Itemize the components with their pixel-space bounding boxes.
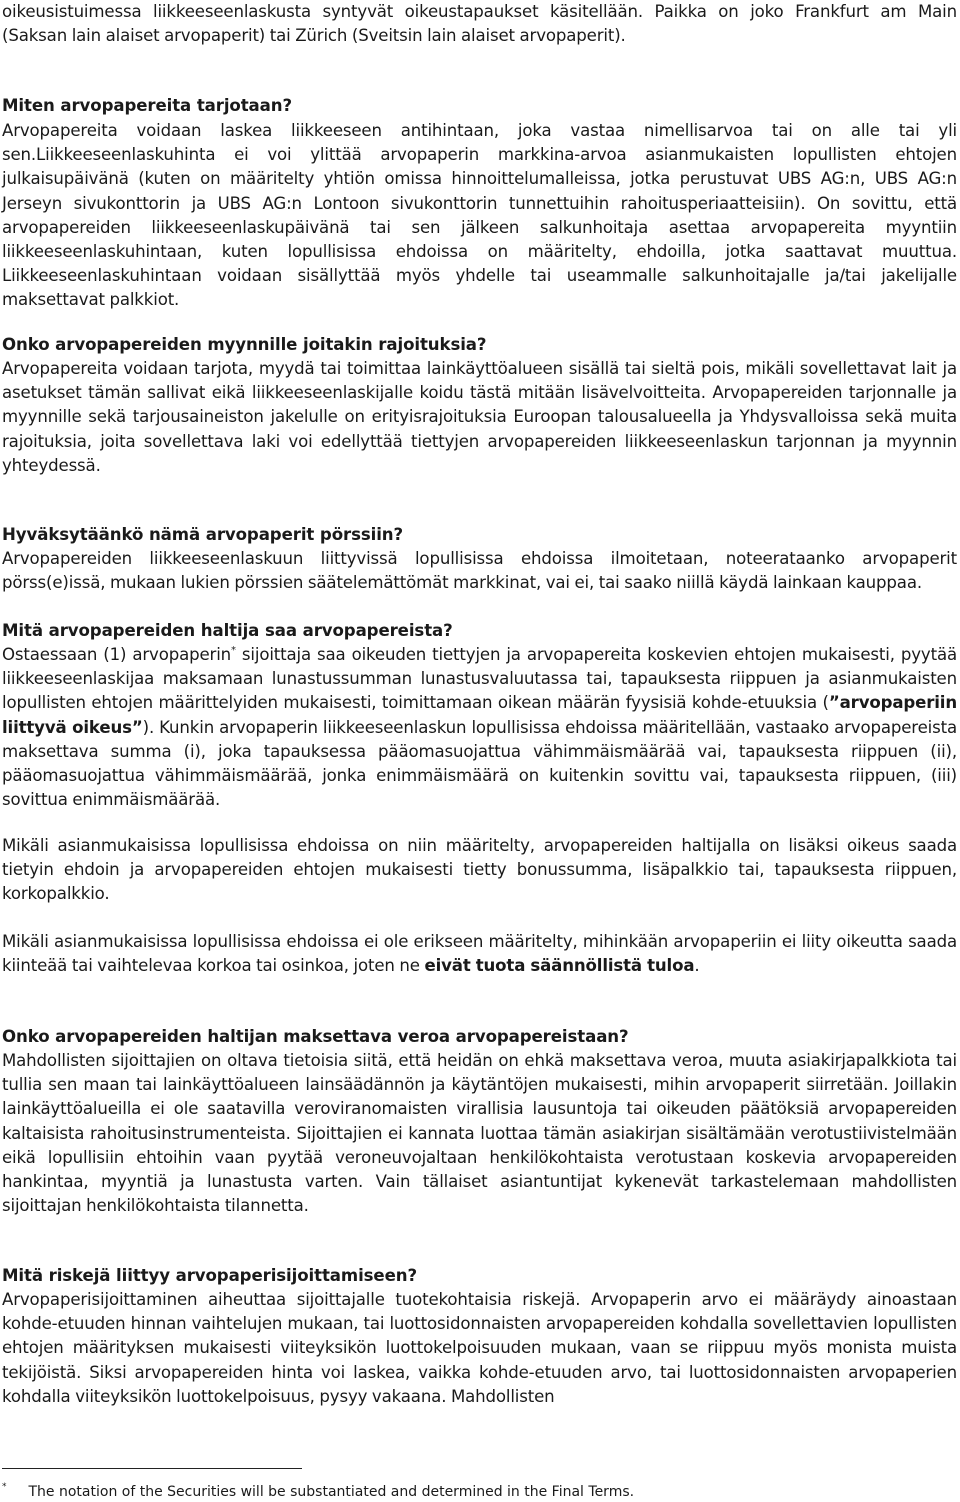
heading-sales-restrictions: Onko arvopapereiden myynnille joitakin rajoituksia? — [2, 335, 487, 354]
holder-rights-paragraph — [2, 643, 957, 812]
heading-taxation: Onko arvopapereiden haltijan maksettava veroa arvopapereistaan? — [2, 1027, 629, 1046]
heading-holder-rights: Mitä arvopapereiden haltija saa arvopapereista? — [2, 621, 453, 640]
risks-paragraph: Arvopaperisijoittaminen aiheuttaa sijoittajalle tuotekohtaisia riskejä. Arvopaperin arvo ei määräydy ainoastaan kohde-etuuden hinnan vaihtelujen mukaan, tai luottosidonnaisten arvopapereiden kohdalla sovellettavien lopullisten ehtojen määrityksen mukaisesti viiteyksikön luottokelpoisuuden mukaan, vaan se riippuu myös monista muista tekijöistä. Siksi arvopapereiden hinta voi laskea, vaikka kohde-etuuden arvo, tai luottosidonnaisten arvopaperien kohdalla viiteyksikön luottokelpoisuus, pysyy vakaana. Mahdollisten — [2, 1290, 957, 1406]
intro-paragraph: oikeusistuimessa liikkeeseenlaskusta syntyvät oikeustapaukset käsitellään. Paikka on joko Frankfurt am Main (Saksan lain alaiset arvopaperit) tai Zürich (Sveitsin lain alaiset arvopaperit). — [2, 2, 957, 46]
footnote-reference: * — [231, 645, 236, 656]
interest-text-b: . — [694, 956, 700, 976]
footnote — [2, 1483, 942, 1501]
no-regular-income-term: eivät tuota säännöllistä tuloa — [424, 956, 695, 976]
offering-paragraph: Arvopapereita voidaan laskea liikkeeseen antihintaan, joka vastaa nimellisarvoa tai on alle tai yli sen.Liikkeeseenlaskuhinta ei voi ylittää arvopaperin markkina-arvoa asianmukaisten lopullisten ehtojen julkaisupäivänä (kuten on määritelty yhtiön omissa hinnoittelumalleissa, jotka perustuvat UBS AG:n, UBS AG:n Jerseyn sivukonttorin ja UBS AG:n Lontoon sivukonttorin tunnettuihin rahoitusperiaatteisiin). On sovittu, että arvopapereiden liikkeeseenlaskupäivänä tai sen jälkeen salkunhoitaja asettaa arvopapereita myyntiin liikkeeseenlaskuhintaan, kuten lopullisissa ehdoissa on määritelty, ehdoilla, jotka saattavat muuttua. Liikkeeseenlaskuhintaan voidaan sisällyttää myös yhdelle tai useammalle salkunhoitajalle ja/tai jakelijalle maksettavat palkkiot. — [2, 121, 957, 310]
securities-right-term: ”arvopaperiin liittyvä oikeus” — [2, 693, 957, 737]
holder-rights-text-b: sijoittaja saa oikeuden tiettyjen ja arvopapereita koskevien ehtojen mukaisesti, pyytää liikkeeseenlaskijaa maksamaan lunastussumman lunastusvaluutassa tai, tapauksesta riippuen ja asianmukaisten lopullisten ehtojen määrittelyiden mukaisesti, toimittamaan oikean määrän fyysisiä kohde-etuuksia ( — [2, 645, 957, 713]
sales-restrictions-paragraph: Arvopapereita voidaan tarjota, myydä tai toimittaa lainkäyttöalueen sisällä tai sieltä pois, mikäli sovellettavat lait ja asetukset tämän sallivat eikä liikkeeseenlaskijalle koidu tästä mitään lisävelvoitteita. Arvopapereiden tarjonnalle ja myynnille sekä tarjousaineiston jakelulle on erityisrajoituksia Euroopan talousalueella ja Yhdysvalloissa sekä muita rajoituksia, joita sovellettava laki voi edellyttää tiettyjen arvopapereiden liikkeeseenlaskun tarjonnan ja myynnin yhteydessä. — [2, 359, 957, 475]
heading-offering: Miten arvopapereita tarjotaan? — [2, 96, 292, 115]
heading-listing: Hyväksytäänkö nämä arvopaperit pörssiin? — [2, 525, 404, 544]
bonus-paragraph: Mikäli asianmukaisissa lopullisissa ehdoissa on niin määritelty, arvopapereiden haltijalla on lisäksi oikeus saada tietyin ehdoin ja arvopapereiden ehtojen mukaisesti tietty bonussumma, lisäpalkkio tai, tapauksesta riippuen, korkopalkkio. — [2, 836, 957, 904]
taxation-paragraph: Mahdollisten sijoittajien on oltava tietoisia siitä, että heidän on ehkä maksettava veroa, muuta asiakirjapalkkiota tai tullia sen maan tai lainkäyttöalueen lainsäädännön ja käytäntöjen mukaisesti, mihin arvopaperit siirretään. Joillakin lainkäyttöalueilla ei ole saatavilla veroviranomaisten virallisia lausuntoja tai oikeuden päätöksiä arvopapereiden kaltaisista rahoitusinstrumenteista. Sijoittajien ei kannata luottaa tämän asiakirjan sisältämään verotustiivistelmään eikä lopullisiin ehtoihin vaan pyytää veroneuvojaltaan henkilökohtaista verotustaan koskevia arvopapereiden hankintaa, myyntiä ja lunastusta varten. Vain tällaiset asiantuntijat kykenevät tarkastelemaan mahdollisten sijoittajan henkilökohtaista tilannetta. — [2, 1051, 957, 1216]
holder-rights-text-a: Ostaessaan (1) arvopaperin — [2, 645, 232, 664]
footnote-separator — [2, 1468, 302, 1469]
heading-risks: Mitä riskejä liittyy arvopaperisijoittamiseen? — [2, 1266, 417, 1285]
interest-text-a: Mikäli asianmukaisissa lopullisissa ehdoissa ei ole erikseen määritelty, mihinkään arvopaperiin ei liity oikeutta saada kiinteää tai vaihtelevaa korkoa tai osinkoa, joten ne — [2, 932, 957, 976]
footnote-mark: * — [2, 1482, 7, 1492]
interest-paragraph — [2, 930, 957, 978]
listing-paragraph: Arvopapereiden liikkeeseenlaskuun liittyvissä lopullisissa ehdoissa ilmoitetaan, noteerataanko arvopaperit pörss(e)issä, mukaan lukien pörssien säätelemättömät markkinat, vai ei, tai saako niillä käydä lainkaan kauppaa. — [2, 549, 957, 593]
holder-rights-text-c: ). Kunkin arvopaperin liikkeeseenlaskun lopullisissa ehdoissa määritellään, vastaako arvopapereista maksettava summa (i), joka tapauksessa pääomasuojattua vähimmäismäärää vai, tapauksesta riippuen (ii), pääomasuojattua vähimmäismäärää, jonka enimmäismäärä on kuitenkin sovittu vai, tapauksesta riippuen, (iii) sovittua enimmäismäärää. — [2, 717, 958, 810]
footnote-text: The notation of the Securities will be substantiated and determined in the Final Terms. — [28, 1484, 635, 1500]
